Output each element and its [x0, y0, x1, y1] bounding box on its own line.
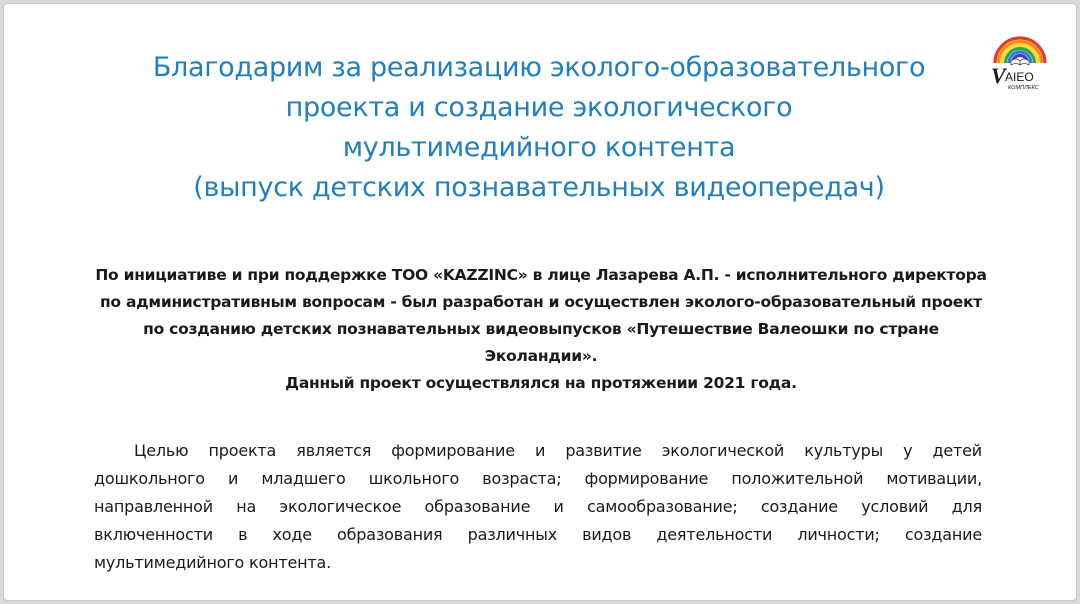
- intro-line: По инициативе и при поддержке ТОО «KAZZINC» в лице Лазарева А.П. - исполнительного директора: [95, 266, 987, 284]
- rainbow-book-logo-icon: [987, 29, 1053, 95]
- goal-line: дошкольного и младшего школьного возраста; формирование положительной мотивации,: [94, 469, 982, 488]
- goal-line: включенности в ходе образования различных видов деятельности личности; создание: [94, 525, 982, 544]
- intro-line: Эколандии».: [484, 347, 598, 365]
- slide-title: [64, 48, 1014, 208]
- goal-line: направленной на экологическое образование и самообразование; создание условий для: [94, 497, 982, 516]
- logo-brand-text: AIEO: [1005, 70, 1034, 84]
- goal-line: мультимедийного контента.: [94, 553, 331, 572]
- intro-line: по созданию детских познавательных видеовыпусков «Путешествие Валеошки по стране: [143, 320, 939, 338]
- intro-line: по административным вопросам - был разработан и осуществлен эколого-образовательный проект: [99, 293, 983, 311]
- title-line: проекта и создание экологического: [285, 92, 793, 123]
- title-line: Благодарим за реализацию эколого-образовательного: [152, 52, 926, 83]
- title-line: мультимедийного контента: [342, 132, 736, 163]
- intro-line: Данный проект осуществлялся на протяжении 2021 года.: [285, 374, 797, 392]
- logo-subtitle: КОМПЛЕКС: [1008, 85, 1039, 91]
- title-line: (выпуск детских познавательных видеопередач): [193, 172, 885, 203]
- logo-letter-v: V: [991, 63, 1006, 88]
- goal-line: Целью проекта является формирование и развитие экологической культуры у детей: [134, 441, 982, 460]
- slide: [3, 3, 1077, 601]
- goal-paragraph: [94, 437, 982, 577]
- intro-paragraph: [24, 262, 1058, 397]
